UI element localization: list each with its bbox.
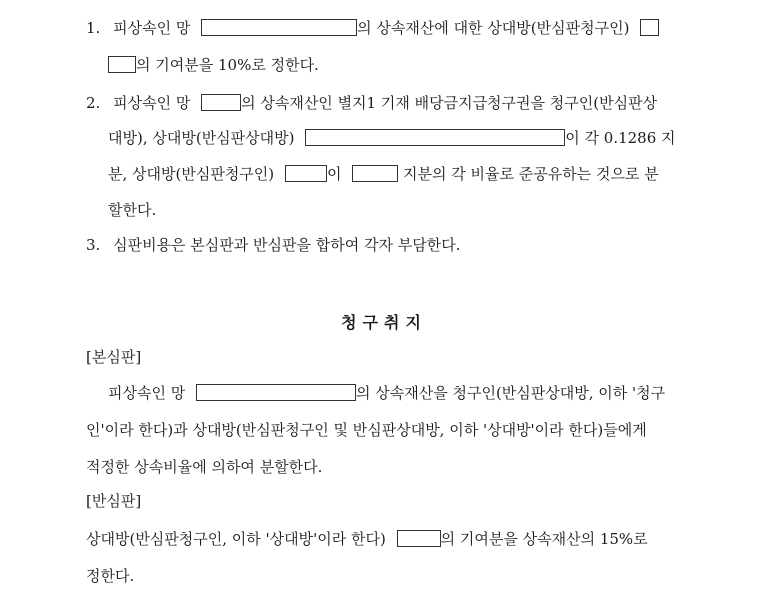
text-segment: 심판비용은 본심판과 반심판을 합하여 각자 부담한다. [113, 236, 461, 254]
order-item-2-line-3 [108, 163, 659, 184]
text-segment: 대방), 상대방(반심판상대방) [108, 129, 295, 147]
text-segment: 피상속인 망 [108, 384, 186, 402]
text-segment: 할한다. [108, 201, 157, 219]
text-segment: 적정한 상속비율에 의하여 분할한다. [86, 458, 323, 476]
redaction-box [108, 56, 136, 73]
text-segment: 정한다. [86, 567, 135, 585]
main-claim-line-2 [86, 419, 647, 440]
text-segment: 이 각 0.1286 지 [565, 129, 676, 147]
order-item-2-line-1 [86, 92, 657, 113]
order-item-3 [86, 234, 460, 255]
text-segment: 의 기여분을 10%로 정한다. [136, 56, 319, 74]
text-segment: 인'이라 한다)과 상대방(반심판청구인 및 반심판상대방, 이하 '상대방'이라 한다)들에게 [86, 421, 647, 439]
redaction-box [305, 129, 565, 146]
redaction-box [201, 19, 357, 36]
text-segment: 의 상속재산에 대한 상대방(반심판청구인) [357, 19, 630, 37]
text-segment: 의 상속재산인 별지1 기재 배당금지급청구권을 청구인(반심판상 [241, 94, 658, 112]
text-segment: 피상속인 망 [113, 94, 191, 112]
order-item-1-line-2 [108, 54, 319, 75]
text-segment: 이 [326, 165, 342, 183]
order-item-1-line-1 [86, 17, 659, 38]
text-segment: 피상속인 망 [113, 19, 191, 37]
counter-claim-line-2 [86, 565, 134, 586]
redaction-box [397, 530, 441, 547]
main-claim-label: [본심판] [86, 348, 142, 366]
order-item-2-line-4 [108, 199, 156, 220]
redaction-box [640, 19, 659, 36]
counter-claim-label: [반심판] [86, 492, 142, 510]
redaction-box [285, 165, 327, 182]
item-number: 3. [86, 236, 101, 254]
text-segment: 의 기여분을 상속재산의 15%로 [440, 530, 648, 548]
redaction-box [201, 94, 241, 111]
text-segment: 상대방(반심판청구인, 이하 '상대방'이라 한다) [86, 530, 386, 548]
order-item-2-line-2 [108, 127, 676, 148]
text-segment: 분, 상대방(반심판청구인) [108, 165, 275, 183]
item-number: 1. [86, 19, 101, 37]
counter-claim-line-1 [86, 528, 648, 549]
text-segment: 지분의 각 비율로 준공유하는 것으로 분 [403, 165, 659, 183]
claim-heading: 청구취지 [341, 313, 427, 332]
redaction-box [352, 165, 398, 182]
redaction-box [196, 384, 356, 401]
item-number: 2. [86, 94, 101, 112]
main-claim-line-1 [108, 382, 665, 403]
text-segment: 의 상속재산을 청구인(반심판상대방, 이하 '청구 [356, 384, 666, 402]
main-claim-line-3 [86, 456, 322, 477]
